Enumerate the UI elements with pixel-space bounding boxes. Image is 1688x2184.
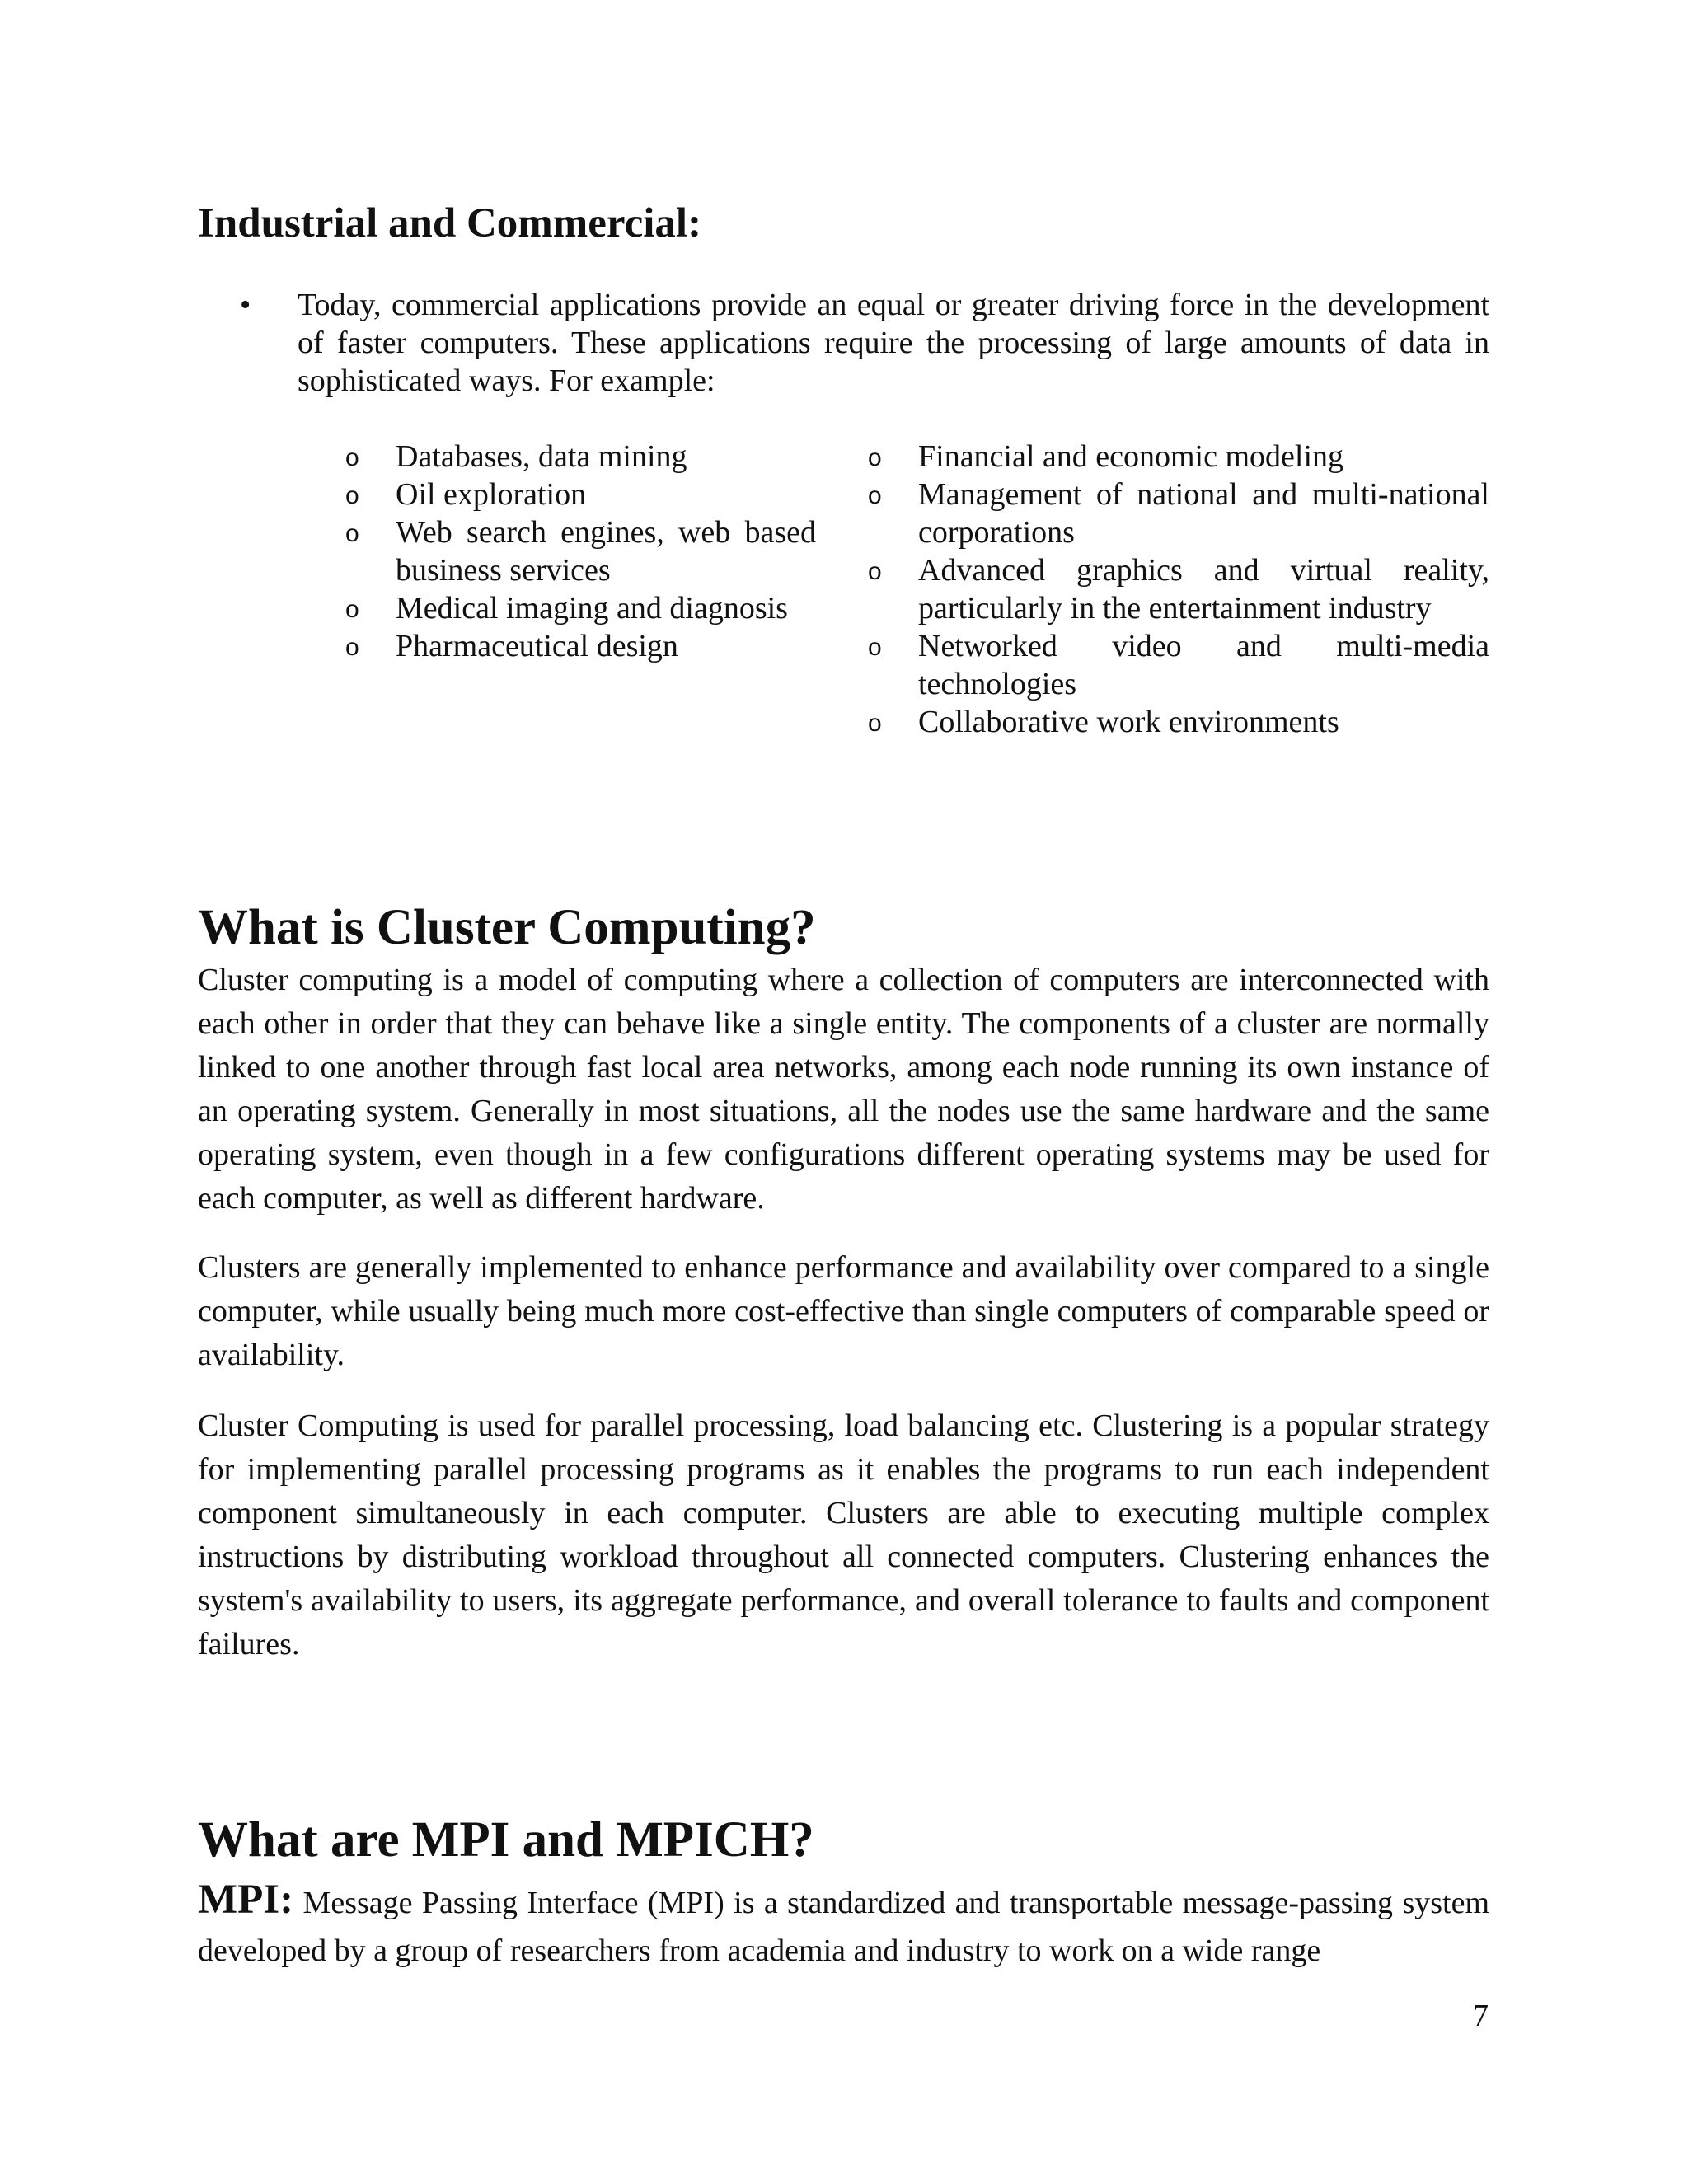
list-item-text: Web search engines, web based business services (396, 515, 816, 588)
mpi-paragraph (198, 1876, 1489, 1975)
circle-bullet-icon: o (868, 634, 882, 661)
list-item (868, 476, 1489, 551)
mpi-term: MPI: (198, 1877, 294, 1923)
circle-bullet-icon: o (868, 482, 882, 509)
circle-bullet-icon: o (345, 520, 359, 547)
circle-bullet-icon: o (868, 558, 882, 585)
paragraph: Cluster Computing is used for parallel processing, load balancing etc. Clustering is a popular strategy for implementing parallel processing programs as it enables the programs to run each independent component simultaneously in each computer. Clusters are able to executing multiple complex instructions by distributing workload throughout all connected computers. Clustering enhances the system's availability to users, its aggregate performance, and overall tolerance to faults and component failures. (198, 1408, 1489, 1661)
sublist-left (345, 438, 816, 665)
list-item (345, 627, 816, 665)
page-number: 7 (1473, 1999, 1489, 2033)
circle-bullet-icon: o (345, 634, 359, 661)
bullet-icon: • (240, 288, 251, 322)
list-item-text: Databases, data mining (396, 439, 687, 474)
sublist-right (868, 438, 1489, 741)
section-heading-mpi (198, 1812, 1489, 1868)
circle-bullet-icon: o (345, 444, 359, 471)
bullet-text: Today, commercial applications provide an equal or greater driving force in the development of faster computers. These applications require the processing of large amounts of data in sophisticated ways. For example: (298, 288, 1489, 398)
mpi-definition: Message Passing Interface (MPI) is a standardized and transportable message-passing system developed by a group of researchers from academia and industry to work on a wide range (198, 1886, 1490, 1968)
list-item (868, 438, 1489, 476)
circle-bullet-icon: o (345, 596, 359, 623)
list-item-text: Oil exploration (396, 477, 587, 512)
section-heading-industrial (198, 200, 1489, 246)
list-item-text: Financial and economic modeling (918, 439, 1344, 474)
section-heading-cluster (198, 902, 1489, 953)
list-item (868, 627, 1489, 703)
list-item (868, 703, 1489, 741)
circle-bullet-icon: o (868, 444, 882, 471)
heading-text: What are MPI and MPICH? (198, 1812, 814, 1868)
paragraph: Cluster computing is a model of computing where a collection of computers are interconnected with each other in order that they can behave like a single entity. The components of a cluster are normally linked to one another through fast local area networks, among each node running its own instance of an operating system. Generally in most situations, all the nodes use the same hardware and the same operating system, even though in a few configurations different operating systems may be used for each computer, as well as different hardware. (198, 963, 1489, 1216)
list-item-text: Management of national and multi-national corporations (918, 477, 1489, 550)
list-item-text: Medical imaging and diagnosis (396, 591, 788, 626)
list-item (345, 476, 816, 513)
list-item-text: Networked video and multi-media technologies (918, 629, 1489, 701)
list-item-text: Advanced graphics and virtual reality, particularly in the entertainment industry (918, 553, 1489, 626)
list-item (345, 513, 816, 589)
heading-text: What is Cluster Computing? (198, 900, 816, 955)
list-item (345, 589, 816, 627)
circle-bullet-icon: o (345, 482, 359, 509)
heading-text: Industrial and Commercial: (198, 200, 702, 246)
circle-bullet-icon: o (868, 710, 882, 737)
list-item (345, 438, 816, 476)
list-item-text: Pharmaceutical design (396, 629, 678, 663)
paragraph: Clusters are generally implemented to enhance performance and availability over compared to a single computer, while usually being much more cost-effective than single computers of comparable speed or availability. (198, 1250, 1489, 1372)
list-item (868, 551, 1489, 627)
list-item-text: Collaborative work environments (918, 705, 1339, 739)
